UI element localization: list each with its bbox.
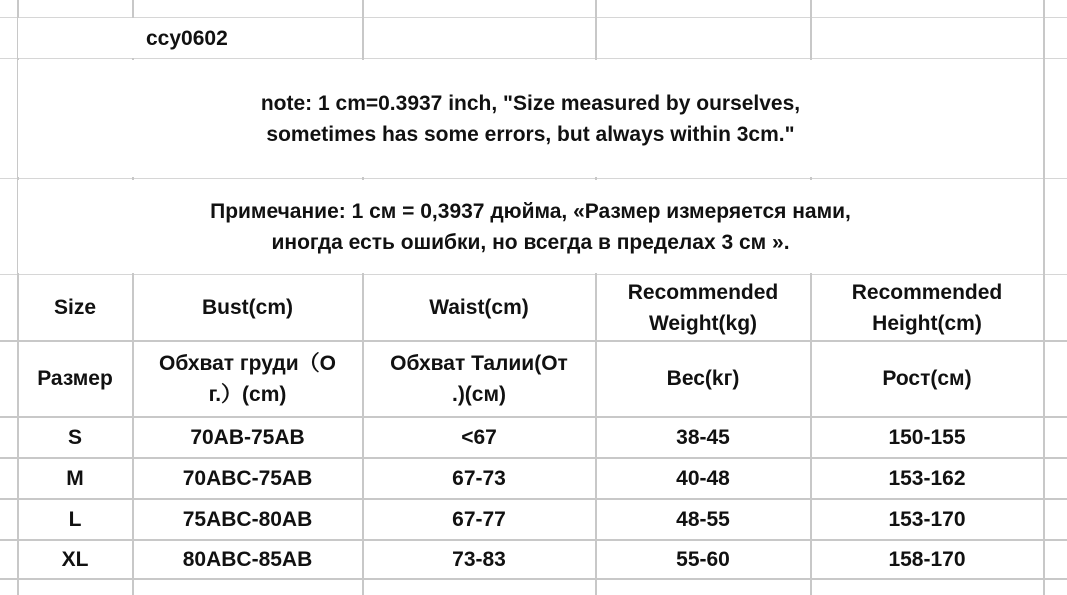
header-size — [19, 276, 131, 339]
cell-waist: 67-77 — [364, 500, 594, 538]
note-russian-line: иногда есть ошибки, но всегда в пределах 3 см ». — [271, 230, 790, 254]
header-label: Size — [53, 296, 97, 319]
cell-weight: 40-48 — [597, 459, 809, 497]
note-english — [18, 60, 1043, 177]
grid-line — [1043, 0, 1045, 595]
header-label: Рост(см) — [882, 367, 972, 390]
header-label: Height(cm) — [872, 311, 982, 335]
header-label: Waist(cm) — [429, 296, 529, 319]
cell-waist: <67 — [364, 418, 594, 456]
cell-bust: 70AB-75AB — [134, 418, 361, 456]
header-label: Обхват груди（О — [159, 351, 336, 375]
header-height — [812, 276, 1042, 339]
header-bust-ru — [134, 342, 361, 415]
header-label: Weight(kg) — [648, 311, 758, 335]
cell-size: L — [19, 500, 131, 538]
header-label: Обхват Талии(От — [390, 351, 568, 375]
cell-height: 158-170 — [812, 541, 1042, 577]
header-weight-ru — [597, 342, 809, 415]
empty-cell — [597, 18, 809, 58]
cell-height: 153-170 — [812, 500, 1042, 538]
cell-size: M — [19, 459, 131, 497]
empty-cell — [812, 18, 1042, 58]
cell-height: 150-155 — [812, 418, 1042, 456]
header-height-ru — [812, 342, 1042, 415]
empty-cell — [364, 18, 594, 58]
grid-line — [0, 178, 1067, 179]
note-english-line: note: 1 cm=0.3937 inch, "Size measured by ourselves, — [260, 91, 801, 115]
cell-weight: 38-45 — [597, 418, 809, 456]
header-label: Размер — [37, 367, 113, 390]
header-label: Recommended — [851, 280, 1003, 304]
header-waist-ru — [364, 342, 594, 415]
header-label: г.）(cm) — [208, 382, 287, 406]
grid-line — [0, 274, 1067, 275]
cell-weight: 55-60 — [597, 541, 809, 577]
header-waist — [364, 276, 594, 339]
note-russian-line: Примечание: 1 см = 0,3937 дюйма, «Размер измеряется нами, — [210, 199, 851, 223]
grid-line — [0, 578, 1067, 580]
header-label: Recommended — [627, 280, 779, 304]
cell-weight: 48-55 — [597, 500, 809, 538]
product-code: ccy0602 — [18, 18, 362, 58]
cell-height: 153-162 — [812, 459, 1042, 497]
header-size-ru — [19, 342, 131, 415]
cell-size: S — [19, 418, 131, 456]
note-english-line: sometimes has some errors, but always within 3cm." — [266, 122, 795, 146]
cell-bust: 80ABC-85AB — [134, 541, 361, 577]
cell-waist: 73-83 — [364, 541, 594, 577]
cell-waist: 67-73 — [364, 459, 594, 497]
header-bust — [134, 276, 361, 339]
cell-bust: 75ABC-80AB — [134, 500, 361, 538]
cell-bust: 70ABC-75AB — [134, 459, 361, 497]
header-weight — [597, 276, 809, 339]
header-label: .)(см) — [451, 382, 507, 406]
note-russian — [18, 180, 1043, 273]
cell-size: XL — [19, 541, 131, 577]
header-label: Вес(kг) — [666, 367, 740, 390]
grid-line — [0, 58, 1067, 59]
header-label: Bust(cm) — [201, 296, 293, 319]
